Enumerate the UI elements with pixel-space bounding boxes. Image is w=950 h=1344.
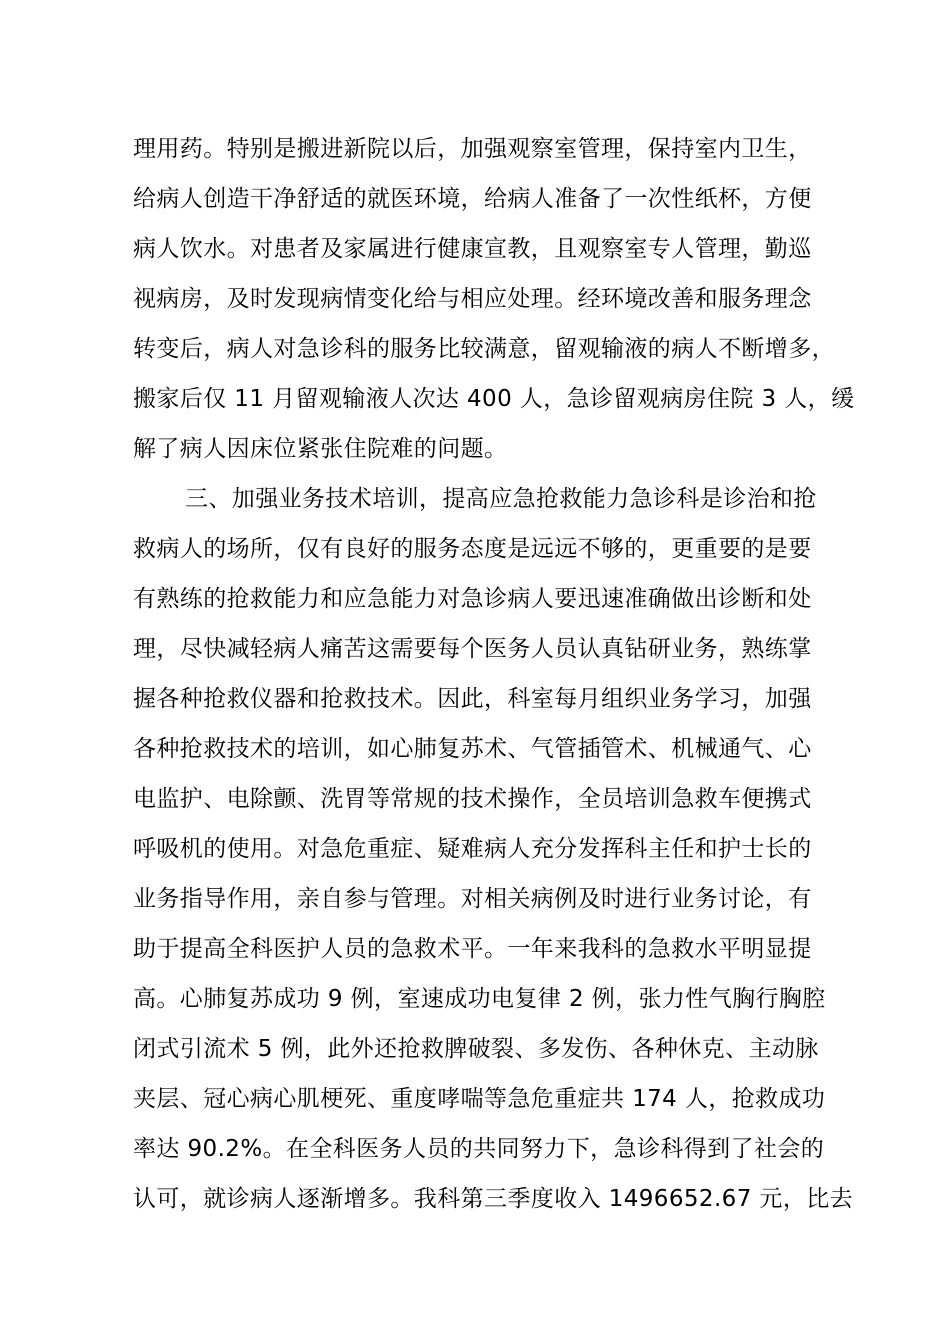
text-line: 认可，就诊病人逐渐增多。我科第三季度收入 1496652.67 元，比去	[133, 1186, 854, 1212]
text-line: 高。心肺复苏成功 9 例，室速成功电复律 2 例，张力性气胸行胸腔	[133, 986, 826, 1012]
text-line: 解了病人因床位紧张住院难的问题。	[133, 436, 508, 462]
text-line: 视病房，及时发现病情变化给与相应处理。经环境改善和服务理念	[133, 286, 812, 312]
text-line: 夹层、冠心病心肌梗死、重度哮喘等急危重症共 174 人，抢救成功	[133, 1086, 826, 1112]
text-line: 理用药。特别是搬进新院以后，加强观察室管理，保持室内卫生，	[133, 136, 812, 162]
text-line: 握各种抢救仪器和抢救技术。因此，科室每月组织业务学习，加强	[133, 686, 812, 712]
text-line: 业务指导作用，亲自参与管理。对相关病例及时进行业务讨论，有	[133, 886, 812, 912]
text-line: 病人饮水。对患者及家属进行健康宣教，且观察室专人管理，勤巡	[133, 236, 812, 262]
section-heading-line: 三、加强业务技术培训，提高应急抢救能力急诊科是诊治和抢	[185, 486, 817, 512]
text-line: 给病人创造干净舒适的就医环境，给病人准备了一次性纸杯，方便	[133, 186, 812, 212]
text-line: 电监护、电除颤、洗胃等常规的技术操作，全员培训急救车便携式	[133, 786, 812, 812]
text-line: 呼吸机的使用。对急危重症、疑难病人充分发挥科主任和护士长的	[133, 836, 812, 862]
text-line: 转变后，病人对急诊科的服务比较满意，留观输液的病人不断增多，	[133, 336, 835, 362]
text-line: 搬家后仅 11 月留观输液人次达 400 人，急诊留观病房住院 3 人，缓	[133, 386, 855, 412]
text-line: 救病人的场所，仅有良好的服务态度是远远不够的，更重要的是要	[133, 536, 812, 562]
text-line: 闭式引流术 5 例，此外还抢救脾破裂、多发伤、各种休克、主动脉	[133, 1036, 819, 1062]
text-line: 理，尽快减轻病人痛苦这需要每个医务人员认真钻研业务，熟练掌	[133, 636, 812, 662]
text-line: 各种抢救技术的培训，如心肺复苏术、气管插管术、机械通气、心	[133, 736, 812, 762]
text-line: 有熟练的抢救能力和应急能力对急诊病人要迅速准确做出诊断和处	[133, 586, 812, 612]
text-line: 率达 90.2%。在全科医务人员的共同努力下，急诊科得到了社会的	[133, 1136, 825, 1162]
text-line: 助于提高全科医护人员的急救术平。一年来我科的急救水平明显提	[133, 936, 812, 962]
